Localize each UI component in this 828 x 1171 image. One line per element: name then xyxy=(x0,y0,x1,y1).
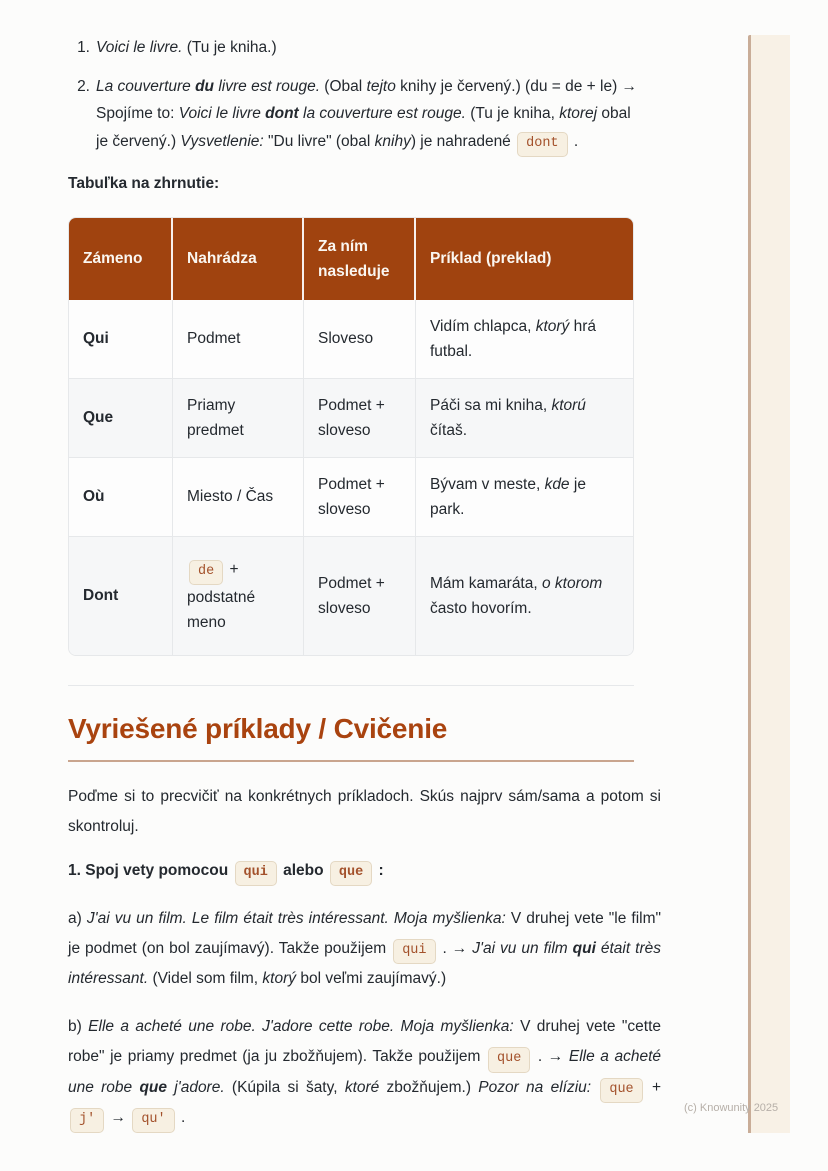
cell-example: Mám kamaráta, o ktorom často hovorím. xyxy=(416,537,633,655)
inline-code-badge: j' xyxy=(70,1108,104,1133)
cell-replaces: Miesto / Čas xyxy=(173,458,304,537)
list-item-number: 2. xyxy=(77,77,90,95)
answer-a-paragraph: a) J'ai vu un film. Le film était très intéressant. Moja myšlienka: V druhej vete "le film" je podmet (on bol zaujímavý). Takže použijem qui . → J'ai vu un film qui était très intéressant. (Videl som film, ktorý bol veľmi zaujímavý.) xyxy=(68,910,662,988)
numbered-example-list xyxy=(68,34,646,157)
table-row-qui xyxy=(69,300,633,379)
summary-table-header xyxy=(69,218,633,300)
cell-followed-by: Sloveso xyxy=(304,300,416,379)
inline-code-badge: dont xyxy=(517,132,567,157)
document-content xyxy=(68,34,661,1133)
section-divider xyxy=(68,685,634,686)
watermark: (c) Knowunity 2025 xyxy=(684,1102,779,1114)
cell-example: Bývam v meste, kde je park. xyxy=(416,458,633,537)
inline-code-badge: que xyxy=(600,1078,642,1103)
inline-code-badge: qu' xyxy=(132,1108,174,1133)
column-header-replaces: Nahrádza xyxy=(173,218,304,300)
table-row-ou xyxy=(69,458,633,537)
list-item-number: 1. xyxy=(77,39,90,56)
cell-pronoun: Qui xyxy=(69,300,173,379)
cell-replaces: Priamy predmet xyxy=(173,379,304,458)
table-intro-label: Tabuľka na zhrnutie: xyxy=(68,174,220,192)
cell-example: Páči sa mi kniha, ktorú čítaš. xyxy=(416,379,633,458)
cell-pronoun: Où xyxy=(69,458,173,537)
column-header-followed-by: Za ním nasleduje xyxy=(304,218,416,300)
cell-followed-by: Podmet + sloveso xyxy=(304,458,416,537)
column-header-example: Príklad (preklad) xyxy=(416,218,633,300)
cell-followed-by: Podmet + sloveso xyxy=(304,537,416,655)
summary-table xyxy=(68,217,634,656)
list-item-text: Voici le livre. (Tu je kniha.) xyxy=(96,39,277,56)
inline-code-badge: qui xyxy=(393,939,435,964)
inline-code-badge: de xyxy=(189,560,223,585)
section-intro-paragraph: Poďme si to precvičiť na konkrétnych príkladoch. Skús najprv sám/sama a potom si skontroluj. xyxy=(68,787,661,835)
page-edge-strip xyxy=(748,35,790,1133)
inline-code-badge: qui xyxy=(235,861,277,886)
list-item xyxy=(68,34,646,62)
inline-code-badge: que xyxy=(330,861,372,886)
exercise-1-label: 1. Spoj vety pomocou qui alebo que : xyxy=(68,856,661,886)
list-item xyxy=(68,73,646,157)
cell-pronoun: Que xyxy=(69,379,173,458)
inline-code-badge: que xyxy=(488,1047,530,1072)
cell-followed-by: Podmet + sloveso xyxy=(304,379,416,458)
cell-pronoun: Dont xyxy=(69,537,173,655)
column-header-pronoun: Zámeno xyxy=(69,218,173,300)
cell-example: Vidím chlapca, ktorý hrá futbal. xyxy=(416,300,633,379)
section-title: Vyriešené príklady / Cvičenie xyxy=(68,713,634,762)
table-row-que xyxy=(69,379,633,458)
answer-b-paragraph: b) Elle a acheté une robe. J'adore cette robe. Moja myšlienka: V druhej vete "cette robe" je priamy predmet (ja ju zbožňujem). Takže použijem que . → Elle a acheté une robe que j'adore. (Kúpila si šaty, ktoré zbožňujem.) Pozor na elíziu: que + j' → qu' . xyxy=(68,1012,661,1133)
table-row-dont xyxy=(69,537,633,655)
cell-replaces: de + podstatné meno xyxy=(173,537,304,655)
cell-replaces: Podmet xyxy=(173,300,304,379)
list-item-text: La couverture du livre est rouge. (Obal tejto knihy je červený.) (du = de + le) → Spojíme to: Voici le livre dont la couverture est rouge. (Tu je kniha, ktorej obal je červený.) Vysvetlenie: "Du livre" (obal knihy) je nahradené dont . xyxy=(96,73,646,157)
